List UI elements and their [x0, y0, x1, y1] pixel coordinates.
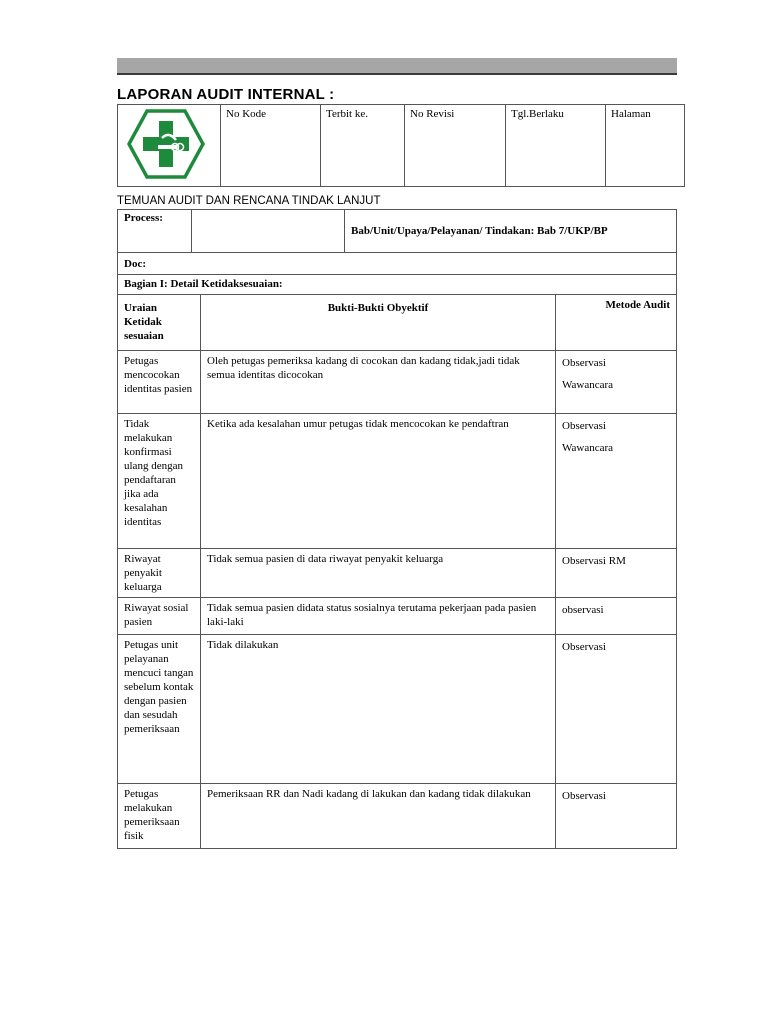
metode-item: Observasi — [562, 641, 606, 653]
header-rule-bar — [117, 58, 677, 75]
metode-cell — [556, 351, 677, 414]
no-kode-cell: No Kode — [221, 105, 321, 187]
bukti-cell: Tidak semua pasien di data riwayat penyakit keluarga — [201, 549, 556, 598]
uraian-cell: Petugas melakukan pemeriksaan fisik — [118, 784, 201, 849]
bagian-label: Bagian I: Detail Ketidaksesuaian: — [118, 275, 677, 295]
metode-item: Observasi — [562, 420, 606, 432]
metode-item: Observasi — [562, 790, 606, 802]
table-row — [118, 598, 677, 635]
section-title: TEMUAN AUDIT DAN RENCANA TINDAK LANJUT — [117, 195, 381, 207]
uraian-cell: Petugas mencocokan identitas pasien — [118, 351, 201, 414]
metode-item: Wawancara — [562, 442, 614, 454]
header-metode: Metode Audit — [556, 295, 677, 351]
terbit-ke-cell: Terbit ke. — [321, 105, 405, 187]
process-label: Process: — [118, 210, 192, 253]
uraian-cell: Riwayat sosial pasien — [118, 598, 201, 635]
bukti-cell: Oleh petugas pemeriksa kadang di cocokan dan kadang tidak,jadi tidak semua identitas dicocokan — [201, 351, 556, 414]
uraian-cell: Petugas unit pelayanan mencuci tangan sebelum kontak dengan pasien dan sesudah pemeriksaan — [118, 635, 201, 784]
table-row — [118, 549, 677, 598]
metode-cell — [556, 549, 677, 598]
metode-cell — [556, 784, 677, 849]
tgl-berlaku-cell: Tgl.Berlaku — [506, 105, 606, 187]
detail-header-row — [118, 295, 677, 351]
no-revisi-cell: No Revisi — [405, 105, 506, 187]
bukti-cell: Ketika ada kesalahan umur petugas tidak mencocokan ke pendaftran — [201, 414, 556, 549]
table-row — [118, 635, 677, 784]
logo-cell — [118, 105, 221, 187]
header-uraian: Uraian Ketidak sesuaian — [118, 295, 201, 351]
metode-item: Wawancara — [562, 379, 614, 391]
metode-cell — [556, 598, 677, 635]
metode-item: Observasi — [562, 357, 606, 369]
bukti-cell: Pemeriksaan RR dan Nadi kadang di lakukan dan kadang tidak dilakukan — [201, 784, 556, 849]
uraian-cell: Tidak melakukan konfirmasi ulang dengan pendaftaran jika ada kesalahan identitas — [118, 414, 201, 549]
bukti-cell: Tidak dilakukan — [201, 635, 556, 784]
bab-unit-text: Bab/Unit/Upaya/Pelayanan/ Tindakan: Bab 7/UKP/BP — [345, 210, 677, 253]
table-row — [118, 414, 677, 549]
table-row — [118, 351, 677, 414]
nonconformity-detail-table — [117, 294, 677, 849]
process-info-table — [117, 209, 677, 295]
process-value — [192, 210, 345, 253]
uraian-cell: Riwayat penyakit keluarga — [118, 549, 201, 598]
metode-item: observasi — [562, 604, 604, 616]
document-control-table — [117, 104, 685, 187]
header-bukti: Bukti-Bukti Obyektif — [201, 295, 556, 351]
report-title: LAPORAN AUDIT INTERNAL : — [117, 86, 335, 103]
table-row — [118, 784, 677, 849]
halaman-cell: Halaman — [606, 105, 685, 187]
metode-item: Observasi RM — [562, 555, 626, 567]
metode-cell — [556, 414, 677, 549]
doc-label: Doc: — [118, 253, 677, 275]
metode-cell — [556, 635, 677, 784]
bukti-cell: Tidak semua pasien didata status sosialnya terutama pekerjaan pada pasien laki-laki — [201, 598, 556, 635]
green-cross-hexagon-icon — [120, 107, 212, 181]
